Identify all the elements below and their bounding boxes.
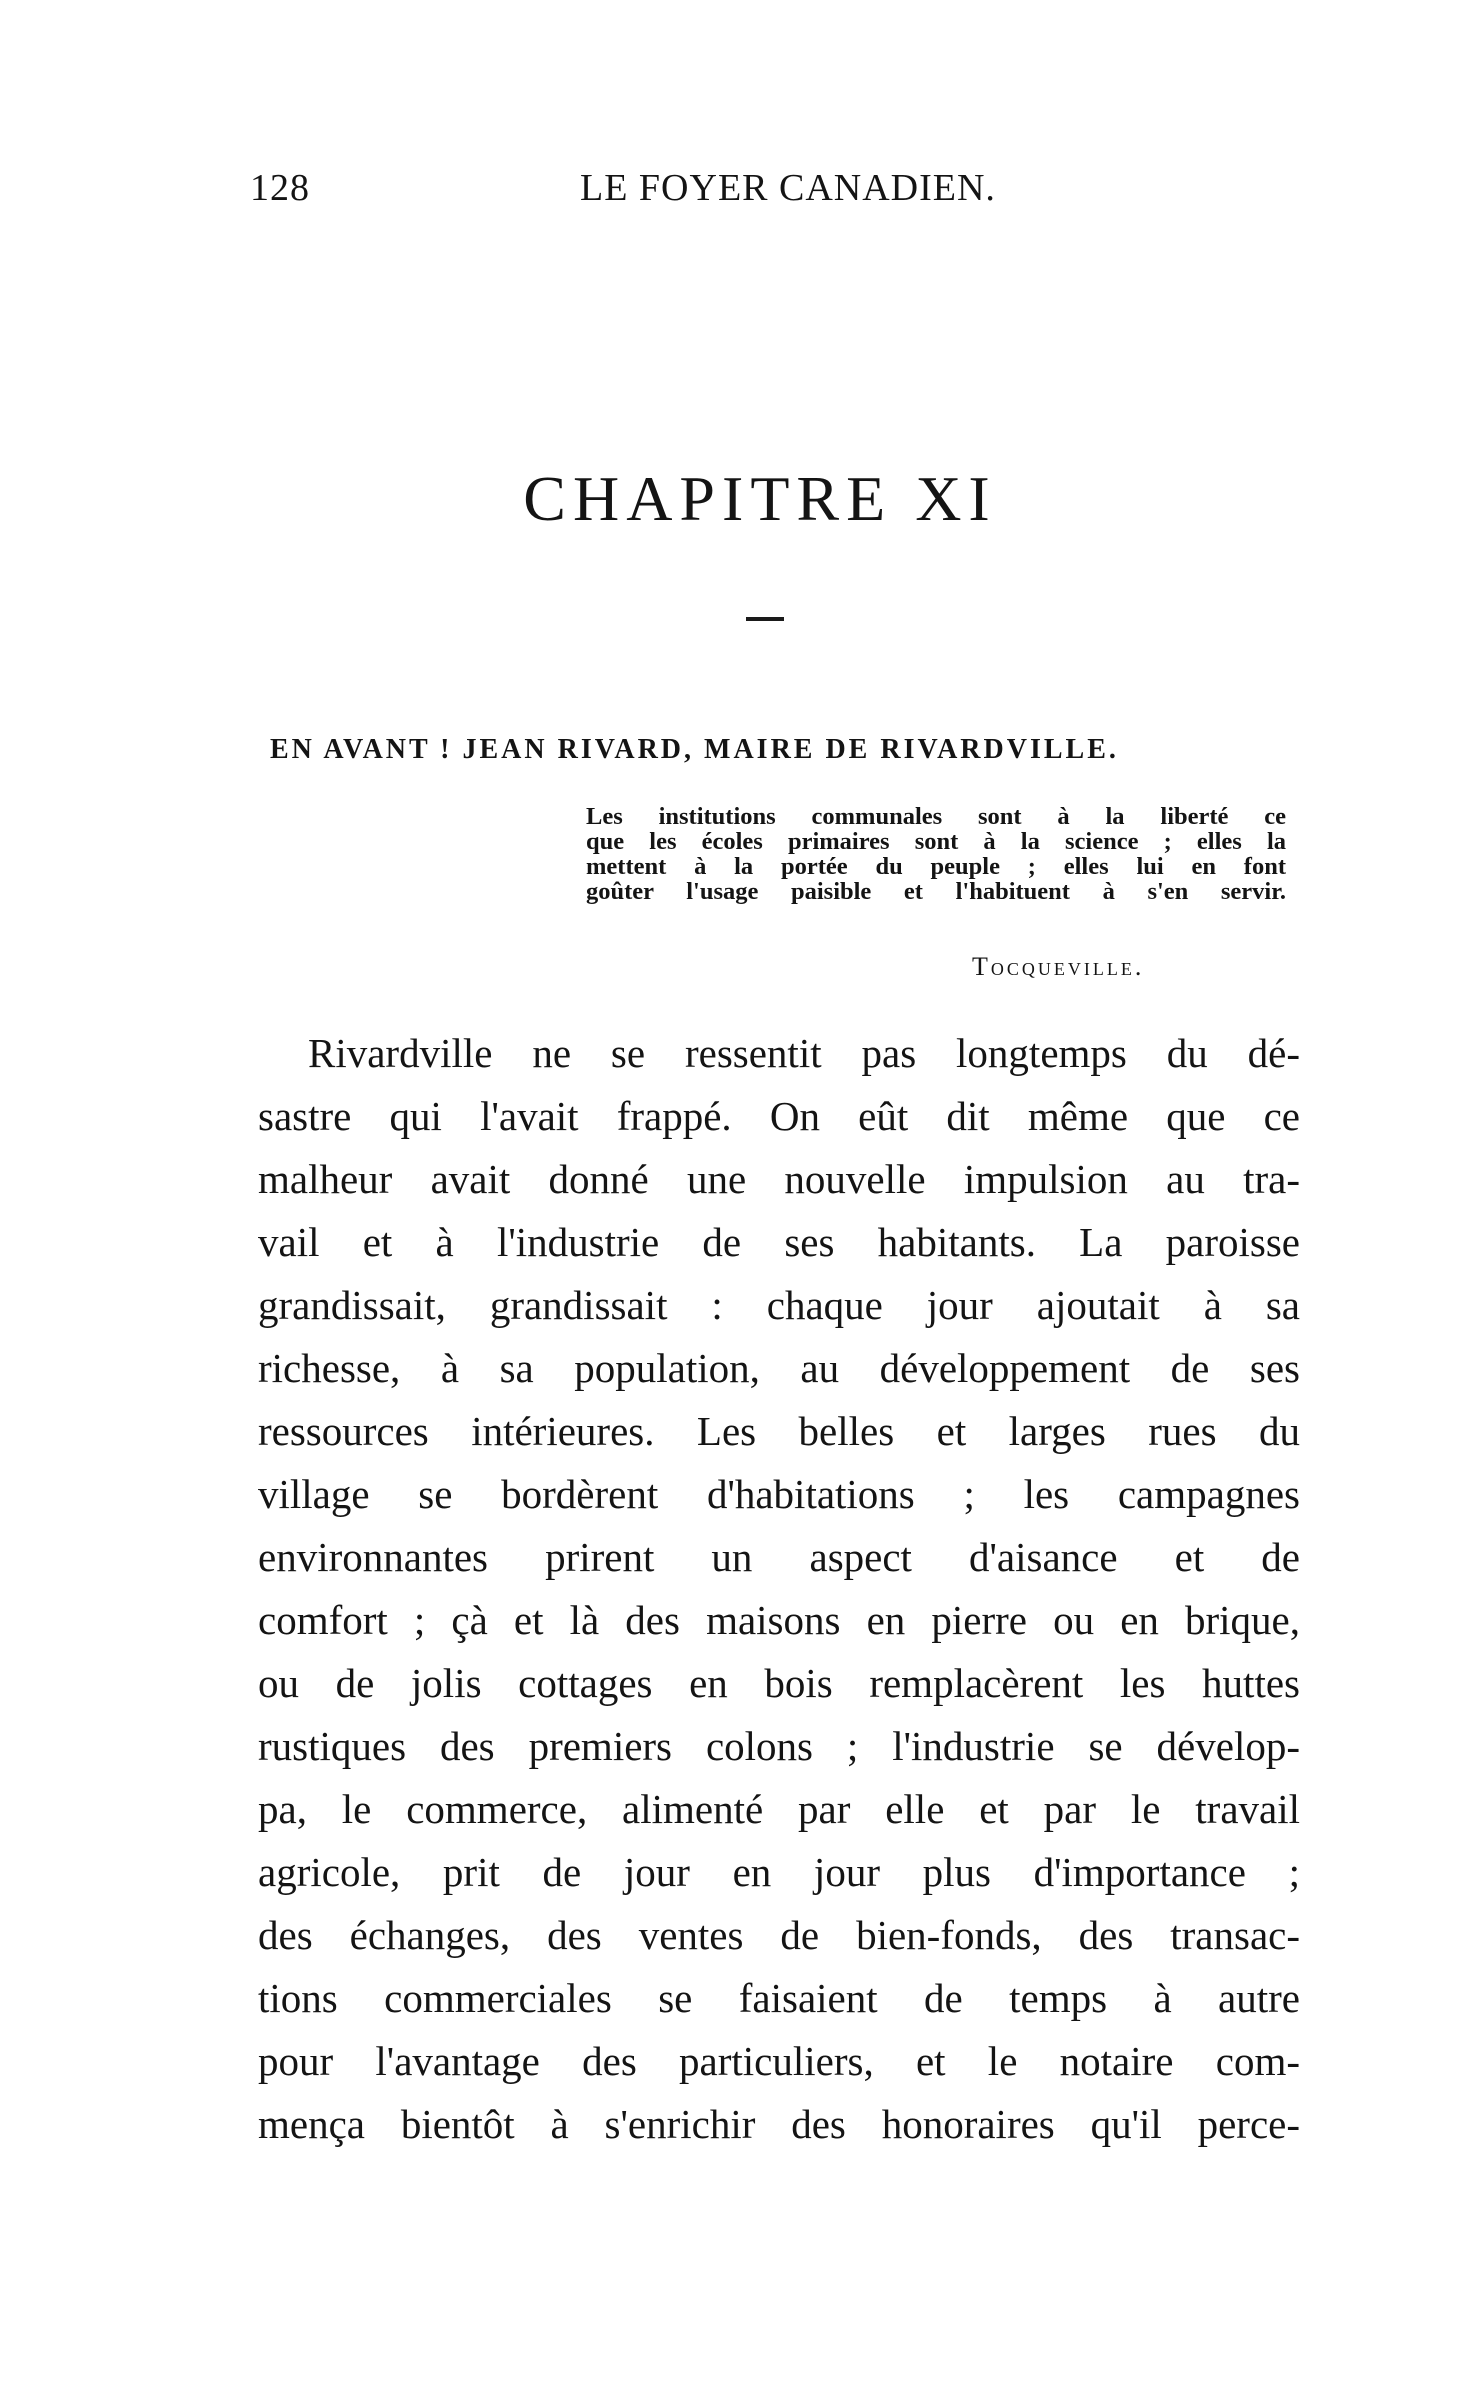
body-line: tions commerciales se faisaient de temps à autre	[258, 1975, 1300, 2021]
chapter-subtitle: EN AVANT ! JEAN RIVARD, MAIRE DE RIVARDVILLE.	[270, 734, 1119, 765]
body-line: sastre qui l'avait frappé. On eût dit même que ce	[258, 1093, 1300, 1139]
chapter-rule	[746, 617, 784, 621]
body-line: grandissait, grandissait : chaque jour ajoutait à sa	[258, 1282, 1300, 1328]
epigraph-line: goûter l'usage paisible et l'habituent à s'en servir.	[586, 878, 1286, 905]
body-text	[258, 1022, 1300, 2156]
page-number: 128	[250, 167, 310, 209]
body-line: pa, le commerce, alimenté par elle et par le travail	[258, 1786, 1300, 1832]
epigraph-line: que les écoles primaires sont à la science ; elles la	[586, 828, 1286, 855]
epigraph-line: mettent à la portée du peuple ; elles lui en font	[586, 853, 1286, 880]
chapter-title: CHAPITRE XI	[523, 463, 997, 534]
epigraph	[586, 804, 1286, 904]
body-line: vail et à l'industrie de ses habitants. La paroisse	[258, 1219, 1300, 1265]
body-line: Rivardville ne se ressentit pas longtemps du dé-	[308, 1030, 1300, 1076]
running-head	[250, 166, 1240, 216]
epigraph-line: Les institutions communales sont à la liberté ce	[586, 803, 1286, 830]
body-line: ou de jolis cottages en bois remplacèrent les huttes	[258, 1660, 1300, 1706]
body-line: village se bordèrent d'habitations ; les campagnes	[258, 1471, 1300, 1517]
body-line: environnantes prirent un aspect d'aisance et de	[258, 1534, 1300, 1580]
body-line: mença bientôt à s'enrichir des honoraires qu'il perce-	[258, 2101, 1300, 2147]
body-line: malheur avait donné une nouvelle impulsion au tra-	[258, 1156, 1300, 1202]
body-line: comfort ; çà et là des maisons en pierre ou en brique,	[258, 1597, 1300, 1643]
body-line: des échanges, des ventes de bien-fonds, des transac-	[258, 1912, 1300, 1958]
body-line: richesse, à sa population, au développement de ses	[258, 1345, 1300, 1391]
body-line: rustiques des premiers colons ; l'industrie se dévelop-	[258, 1723, 1300, 1769]
epigraph-author: Tocqueville.	[972, 952, 1145, 981]
body-line: agricole, prit de jour en jour plus d'importance ;	[258, 1849, 1300, 1895]
body-line: pour l'avantage des particuliers, et le notaire com-	[258, 2038, 1300, 2084]
running-title: LE FOYER CANADIEN.	[580, 167, 996, 209]
body-line: ressources intérieures. Les belles et larges rues du	[258, 1408, 1300, 1454]
